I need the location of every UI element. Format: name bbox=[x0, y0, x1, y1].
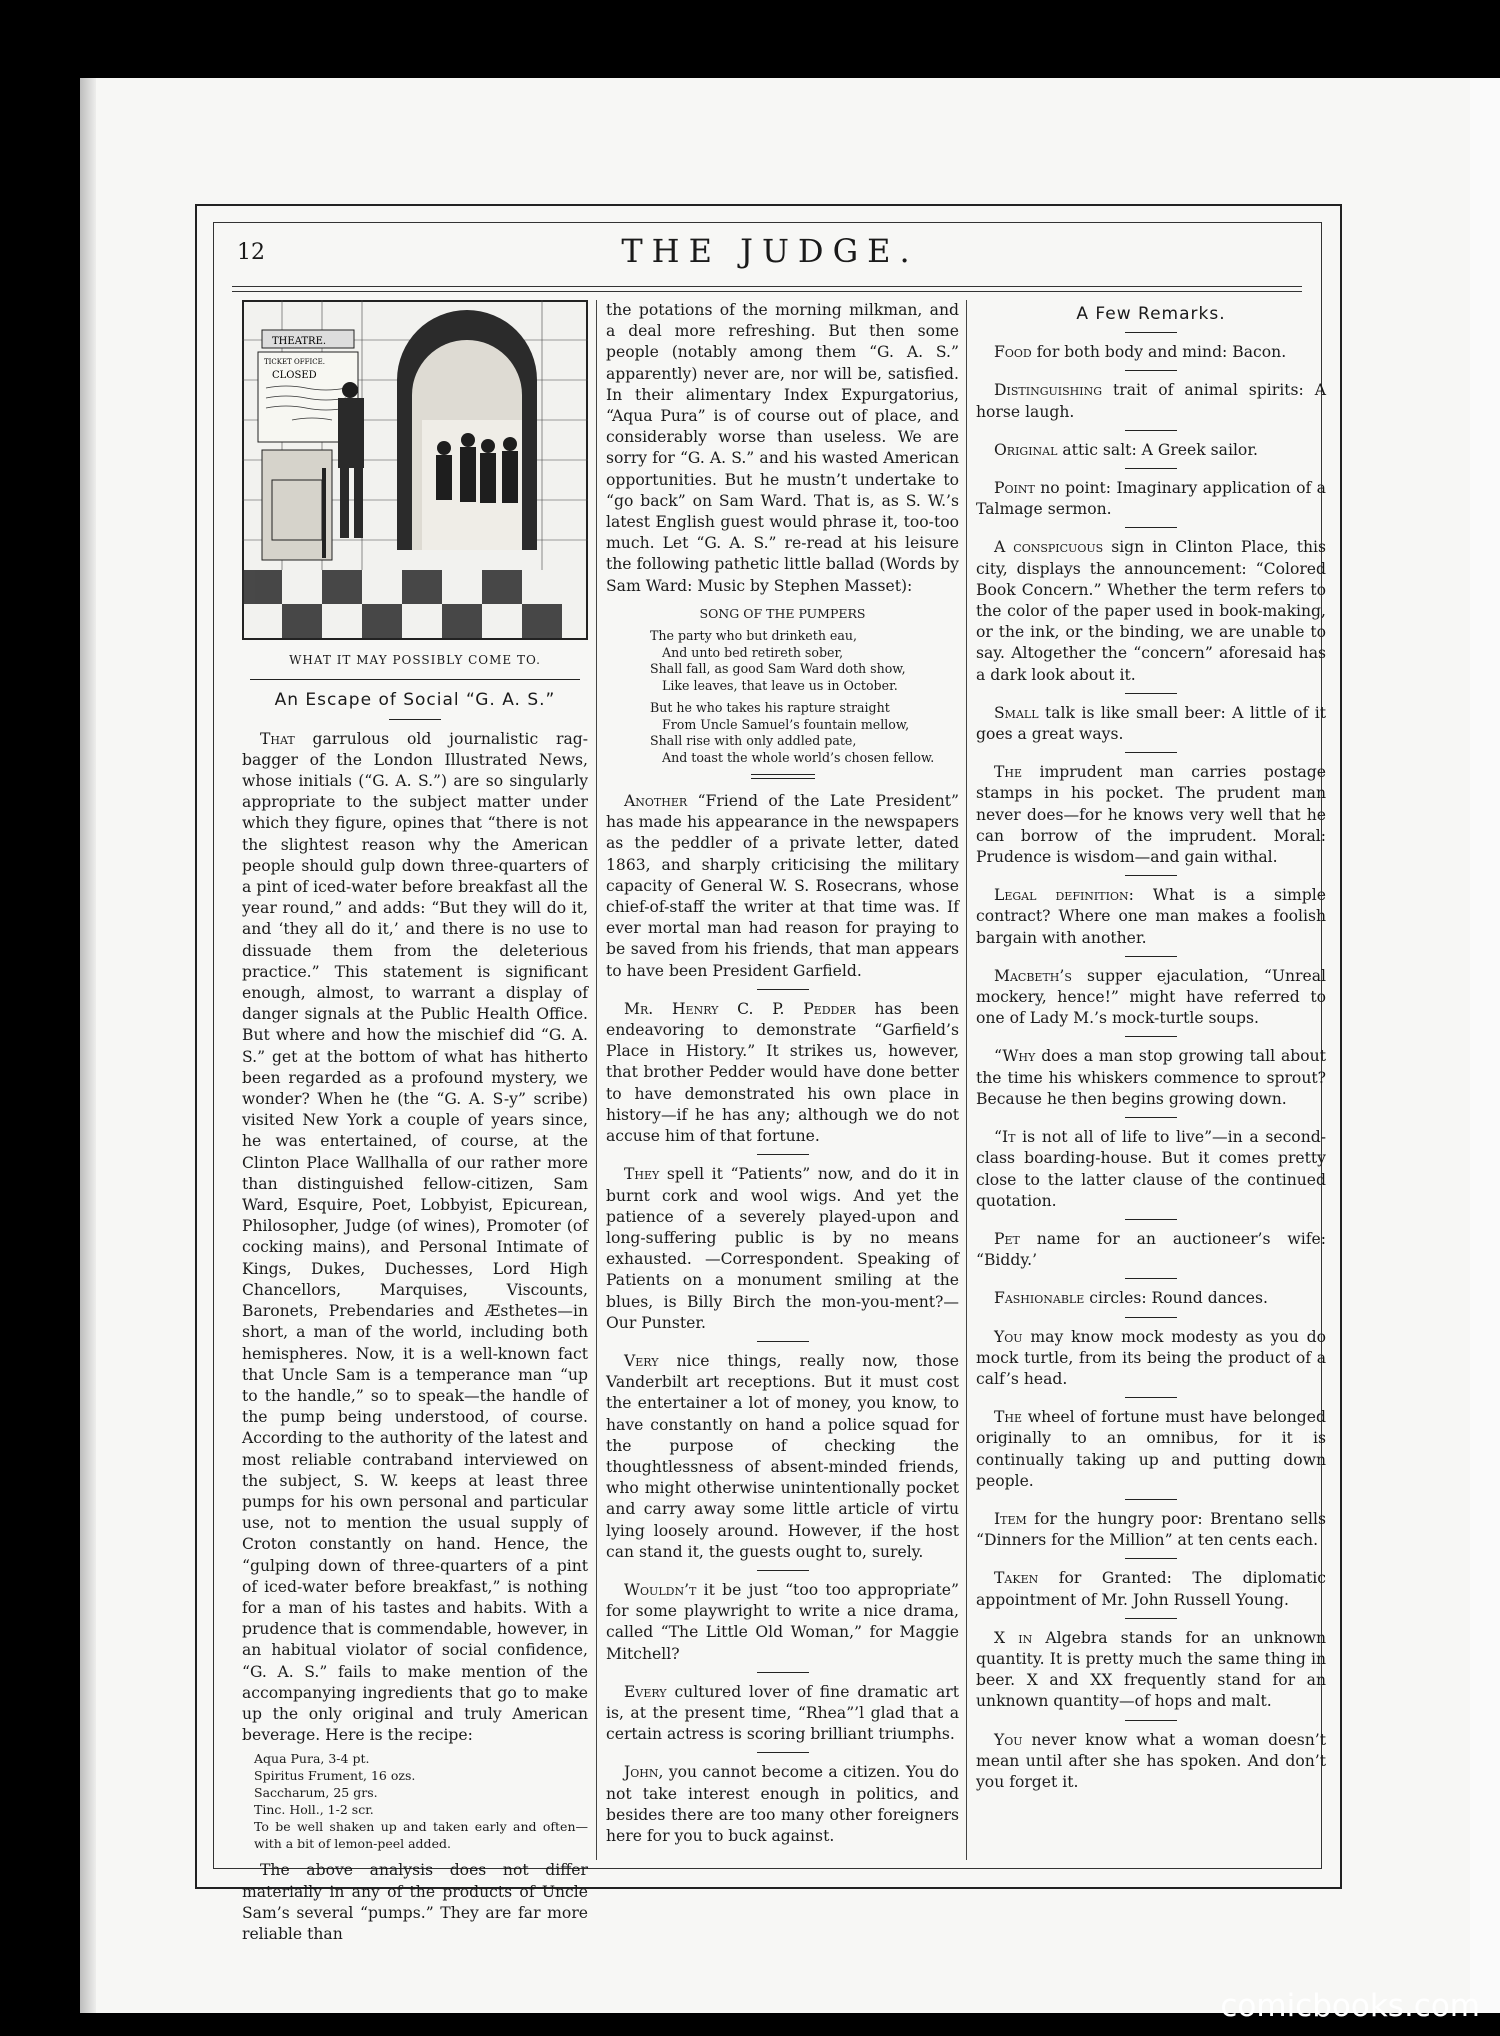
remark-rule bbox=[1125, 527, 1177, 528]
caption-rule bbox=[250, 679, 580, 680]
column-divider bbox=[596, 300, 597, 1860]
column-2 bbox=[606, 300, 959, 1847]
title-rule bbox=[1125, 332, 1177, 333]
item-rule bbox=[757, 1154, 809, 1155]
column-3 bbox=[976, 300, 1326, 1793]
recipe-line: Tinc. Holl., 1-2 scr. bbox=[254, 1802, 374, 1818]
remark-rule bbox=[1125, 1219, 1177, 1220]
item-rule bbox=[757, 1672, 809, 1673]
recipe-line: Aqua Pura, 3-4 pt. bbox=[254, 1751, 370, 1767]
remark-rule bbox=[1125, 370, 1177, 371]
theatre-sign: THEATRE. bbox=[272, 336, 327, 347]
remarks-title: A Few Remarks. bbox=[1076, 304, 1226, 324]
closed-sign: CLOSED bbox=[272, 370, 317, 381]
remark-item: Taken for Granted: The diplomatic appointment of Mr. John Russell Young. bbox=[976, 1569, 1326, 1609]
verse-line: And unto bed retireth sober, bbox=[662, 644, 844, 660]
news-item: Mr. Henry C. P. Pedder has been endeavoring to demonstrate “Garfield’s Place in History.” It strikes us, however, that brother Pedder would have done better to have demonstrated his own place in history—if he has any; although we do not accuse him of that fortune. bbox=[606, 999, 959, 1146]
remark-item: Original attic salt: A Greek sailor. bbox=[994, 440, 1259, 459]
header-rule bbox=[232, 286, 1302, 287]
remark-item: Item for the hungry poor: Brentano sells “Dinners for the Million” at ten cents each. bbox=[976, 1509, 1326, 1550]
remark-item: A conspicuous sign in Clinton Place, this city, displays the announcement: “Colored Book Concern.” Whether the term refers to the color of the paper used in book-making, or the ink, or the binding, we are unable to say. Altogether the “concern” aforesaid has a dark look about it. bbox=[976, 538, 1326, 684]
item-rule bbox=[757, 1570, 809, 1571]
remark-rule bbox=[1125, 468, 1177, 469]
stanza bbox=[650, 628, 959, 694]
remark-rule bbox=[1125, 752, 1177, 753]
article-paragraph-continued: the potations of the morning milkman, and a deal more refreshing. But then some people (notably among them “G. A. S.” apparently) never are, nor will be, satisfied. In their alimentary Index Expurgatorius, “Aqua Pura” is of course out of place, and considerably worse than useless. We are sorry for “G. A. S.” and his wasted American opportunities. But he mustn’t undertake to “go back” on Sam Ward. That is, as S. W.’s latest English guest would phrase it, too-too much. Let “G. A. S.” re-read at his leisure the following pathetic little ballad (Words by Sam Ward: Music by Stephen Masset): bbox=[606, 301, 959, 595]
stanza bbox=[650, 700, 959, 766]
remark-rule bbox=[1125, 430, 1177, 431]
news-item: John, you cannot become a citizen. You do not take interest enough in politics, and besides there are too many other foreigners here for you to buck against. bbox=[606, 1763, 959, 1845]
verse-line: From Uncle Samuel’s fountain mellow, bbox=[662, 716, 910, 732]
remarks-list bbox=[976, 342, 1326, 1793]
verse-line: And toast the whole world’s chosen fellow. bbox=[662, 749, 935, 765]
remark-item: The imprudent man carries postage stamps in his pocket. The prudent man never does—for he knows very well that he can borrow of the imprudent. Moral: Prudence is wisdom—and gain withal. bbox=[976, 763, 1326, 867]
masthead-title: THE JUDGE. bbox=[621, 232, 919, 270]
header-rule-2 bbox=[232, 291, 1302, 292]
remark-rule bbox=[1125, 1720, 1177, 1721]
news-item: They spell it “Patients” now, and do it in burnt cork and wool wigs. And yet the patience of a severely played-upon and long-suffering public is by no means exhausted. —Correspondent. Speaking of Patients on a monument smiling at the blues, is Billy Birch the mon-you-ment?—Our Punster. bbox=[606, 1165, 959, 1332]
remark-item: X in Algebra stands for an unknown quantity. It is pretty much the same thing in beer. X and XX frequently stand for an unknown quantity—of hops and malt. bbox=[976, 1628, 1326, 1711]
remark-item: Macbeth’s supper ejaculation, “Unreal mockery, hence!” might have referred to one of Lady M.’s mock-turtle soups. bbox=[976, 966, 1326, 1028]
verse-line: But he who takes his rapture straight bbox=[650, 700, 890, 716]
article-paragraph: That garrulous old journalistic rag-bagger of the London Illustrated News, whose initials (“G. A. S.”) are so singularly appropriate to the subject matter under which they figure, opines that “there is not the slightest reason why the American people should gulp down three-quarters of a pint of iced-water before breakfast all the year round,” and adds: “But they will do it, and ‘they all do it,’ and there is no use to dissuade them from the deleterious practice.” This statement is significant enough, almost, to warrant a display of danger signals at the Public Health Office. But where and how the mischief did “G. A. S.” get at the bottom of what has hitherto been regarded as a profound mystery, we wonder? When he (the “G. A. S-y” scribe) visited New York a couple of years since, he was entertained, of course, at the Clinton Place Wallhalla of our rather more than distinguished fellow-citizen, Sam Ward, Esquire, Poet, Lobbyist, Epicurean, Philosopher, Judge (of wines), Promoter (of cocking mains), and Personal Intimate of Kings, Dukes, Duchesses, Lord High Chancellors, Marquises, Viscounts, Baronets, Prebendaries and Æsthetes—in short, a man of the world, including both hemispheres. Now, it is a well-known fact that Uncle Sam is a temperance man “up to the handle,” so to speak—the handle of the pump being understood, of course. According to the authority of the latest and most reliable contraband interviewed on the subject, S. W. keeps at least three pumps for his own personal and particular use, not to mention the usual supply of Croton constantly on hand. Hence, the “gulping down of three-quarters of a pint of iced-water before breakfast,” is nothing for a man of his tastes and habits. With a prudence that is commendable, however, in an habitual violator of social confidence, “G. A. S.” fails to make mention of the accompanying ingredients that go to make up the only original and truly American beverage. Here is the recipe: bbox=[242, 729, 588, 1745]
verse-line: Shall fall, as good Sam Ward doth show, bbox=[650, 661, 906, 677]
remark-rule bbox=[1125, 1397, 1177, 1398]
song-title: SONG OF THE PUMPERS bbox=[699, 605, 866, 621]
remark-item: The wheel of fortune must have belonged originally to an omnibus, for it is continually taking up and putting down people. bbox=[976, 1408, 1326, 1490]
remark-item: Food for both body and mind: Bacon. bbox=[994, 343, 1287, 362]
verse-line: Shall rise with only addled pate, bbox=[650, 733, 857, 749]
remark-rule bbox=[1125, 1317, 1177, 1318]
recipe-line: Spiritus Frument, 16 ozs. bbox=[254, 1768, 416, 1784]
ticket-office-sign: TICKET OFFICE. bbox=[264, 358, 325, 366]
remark-item: Legal definition: What is a simple contract? Where one man makes a foolish bargain with another. bbox=[976, 886, 1326, 947]
remark-item: “It is not all of life to live”—in a second-class boarding-house. But it comes pretty close to the latter clause of the continued quotation. bbox=[976, 1128, 1326, 1210]
article-title: An Escape of Social “G. A. S.” bbox=[274, 690, 556, 711]
column-1 bbox=[242, 300, 588, 1945]
remark-rule bbox=[1125, 956, 1177, 957]
song-verse bbox=[650, 628, 959, 766]
article-paragraph: The above analysis does not differ materially in any of the products of Uncle Sam’s several “pumps.” They are far more reliable than bbox=[242, 1861, 588, 1943]
item-rule bbox=[757, 1341, 809, 1342]
remark-item: You may know mock modesty as you do mock turtle, from its being the product of a calf’s head. bbox=[976, 1327, 1326, 1388]
news-item: Very nice things, really now, those Vanderbilt art receptions. But it must cost the entertainer a lot of money, you know, to have constantly on hand a police squad for the purpose of checking the thoughtlessness of absent-minded friends, who might otherwise unintentionally pocket and carry away some little article of virtu lying loosely around. However, if the host can stand it, the guests ought to, surely. bbox=[606, 1351, 959, 1561]
remark-item: Point no point: Imaginary application of a Talmage sermon. bbox=[976, 479, 1326, 519]
watermark: comicbooks.com bbox=[1220, 1988, 1480, 2024]
illustration-caption: WHAT IT MAY POSSIBLY COME TO. bbox=[289, 653, 541, 668]
adjacent-page-edge bbox=[1470, 78, 1500, 2013]
page-number: 12 bbox=[237, 240, 265, 265]
remark-rule bbox=[1125, 693, 1177, 694]
title-rule bbox=[389, 719, 441, 720]
binding-shadow bbox=[80, 78, 96, 2013]
remark-rule bbox=[1125, 1278, 1177, 1279]
remark-rule bbox=[1125, 875, 1177, 876]
remark-rule bbox=[1125, 1036, 1177, 1037]
remark-item: “Why does a man stop growing tall about the time his whiskers commence to sprout? Because he then begins growing down. bbox=[976, 1047, 1326, 1108]
recipe-note: To be well shaken up and taken early and often—with a bit of lemon-peel added. bbox=[254, 1819, 588, 1852]
remark-item: Pet name for an auctioneer’s wife: “Biddy.’ bbox=[976, 1229, 1326, 1270]
recipe-block bbox=[254, 1750, 588, 1852]
engraving-illustration bbox=[242, 300, 588, 640]
remark-item: Small talk is like small beer: A little of it goes a great ways. bbox=[976, 703, 1326, 744]
remark-rule bbox=[1125, 1558, 1177, 1559]
remark-rule bbox=[1125, 1499, 1177, 1500]
news-item: Another “Friend of the Late President” has made his appearance in the newspapers as the peddler of a private letter, dated 1863, and sharply criticising the military capacity of General W. S. Rosecrans, whose chief-of-staff the writer at that time was. If ever mortal man had reason for praying to be saved from his friends, that man appears to have been President Garfield. bbox=[606, 792, 959, 980]
remark-item: Distinguishing trait of animal spirits: A horse laugh. bbox=[976, 381, 1326, 421]
verse-line: Like leaves, that leave us in October. bbox=[662, 677, 898, 693]
news-item: Wouldn’t it be just “too too appropriate” for some playwright to write a nice drama, called “The Little Old Woman,” for Maggie Mitchell? bbox=[606, 1580, 959, 1663]
section-double-rule bbox=[751, 774, 815, 779]
column-divider bbox=[966, 300, 967, 1860]
item-rule bbox=[757, 1752, 809, 1753]
remark-item: Fashionable circles: Round dances. bbox=[994, 1289, 1268, 1308]
verse-line: The party who but drinketh eau, bbox=[650, 628, 858, 644]
remark-item: You never know what a woman doesn’t mean until after she has spoken. And don’t you forget it. bbox=[976, 1730, 1326, 1791]
remark-rule bbox=[1125, 1618, 1177, 1619]
item-rule bbox=[757, 989, 809, 990]
remark-rule bbox=[1125, 1117, 1177, 1118]
news-item: Every cultured lover of fine dramatic art is, at the present time, “Rhea”’l glad that a certain actress is scoring brilliant triumphs. bbox=[606, 1682, 959, 1744]
recipe-line: Saccharum, 25 grs. bbox=[254, 1785, 378, 1801]
